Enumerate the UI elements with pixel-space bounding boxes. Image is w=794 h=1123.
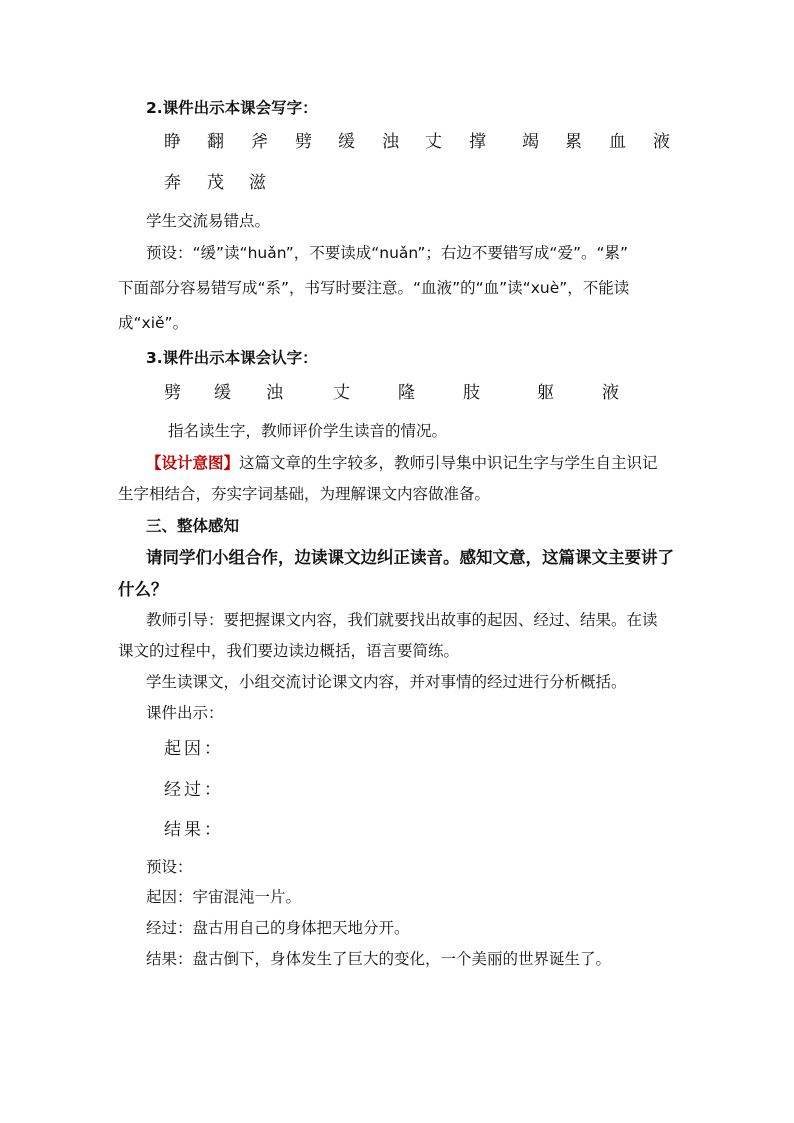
write-char: 劈 (295, 132, 312, 152)
write-chars-row-1 (0, 130, 794, 154)
write-chars-heading: 2.课件出示本课会写字： (146, 99, 318, 117)
design-intent-line: 生字相结合，夯实字词基础，为理解课文内容做准备。 (118, 485, 491, 503)
read-char: 丈 (333, 383, 350, 403)
teacher-guide-line: 课文的过程中，我们要边读边概括，语言要简练。 (118, 642, 460, 660)
write-chars-row-2 (0, 171, 794, 195)
read-note: 指名读生字，教师评价学生读音的情况。 (168, 422, 448, 440)
write-char: 血 (609, 132, 626, 152)
read-chars-row (0, 381, 794, 405)
question-line: 什么？ (118, 580, 168, 599)
write-char: 斧 (251, 132, 268, 152)
section-heading: 三、整体感知 (146, 517, 240, 535)
write-char: 累 (565, 132, 582, 152)
student-activity-line: 学生读课文，小组交流讨论课文内容，并对事情的经过进行分析概括。 (146, 673, 627, 691)
process-answer: 经过：盘古用自己的身体把天地分开。 (146, 919, 410, 937)
read-char: 浊 (266, 383, 283, 403)
result-answer: 结果：盘古倒下，身体发生了巨大的变化，一个美丽的世界诞生了。 (146, 950, 612, 968)
write-char: 丈 (425, 132, 442, 152)
cause-answer: 起因：宇宙混沌一片。 (146, 888, 302, 906)
process-label: 经过： (164, 780, 224, 800)
read-char: 劈 (164, 383, 181, 403)
write-char: 撑 (469, 132, 486, 152)
write-char: 翻 (207, 132, 224, 152)
design-intent-text: 这篇文章的生字较多，教师引导集中识记生字与学生自主识记 (239, 454, 658, 472)
teacher-guide-line: 教师引导：要把握课文内容，我们就要找出故事的起因、经过、结果。在读 (146, 611, 658, 629)
cause-label: 起因： (164, 739, 224, 759)
write-char: 奔 (164, 173, 181, 193)
design-intent-line (146, 452, 658, 474)
preset-text-line: 下面部分容易错写成“系”，书写时要注意。“血液”的“血”读“xuè”，不能读 (118, 279, 630, 297)
write-char: 滋 (249, 173, 266, 193)
read-chars-heading: 3.课件出示本课会认字： (146, 349, 318, 367)
preset-text-line: 成“xiě”。 (118, 314, 189, 332)
write-char: 浊 (382, 132, 399, 152)
question-line: 请同学们小组合作，边读课文边纠正读音。感知文意，这篇课文主要讲了 (146, 548, 674, 567)
read-char: 液 (602, 383, 619, 403)
read-char: 躯 (537, 383, 554, 403)
preset-text-line: 预设：“缓”读“huǎn”，不要读成“nuǎn”；右边不要错写成“爱”。“累” (146, 244, 629, 262)
write-char: 液 (653, 132, 670, 152)
read-char: 肢 (463, 383, 480, 403)
courseware-label: 课件出示： (146, 704, 224, 722)
design-intent-label: 【设计意图】 (146, 454, 240, 472)
preset-label: 预设： (146, 858, 193, 876)
write-note: 学生交流易错点。 (146, 212, 271, 230)
write-char: 竭 (522, 132, 539, 152)
result-label: 结果： (164, 820, 224, 840)
read-char: 缓 (214, 383, 231, 403)
write-char: 睁 (164, 132, 181, 152)
write-char: 茂 (207, 173, 224, 193)
write-char: 缓 (338, 132, 355, 152)
read-char: 隆 (398, 383, 415, 403)
